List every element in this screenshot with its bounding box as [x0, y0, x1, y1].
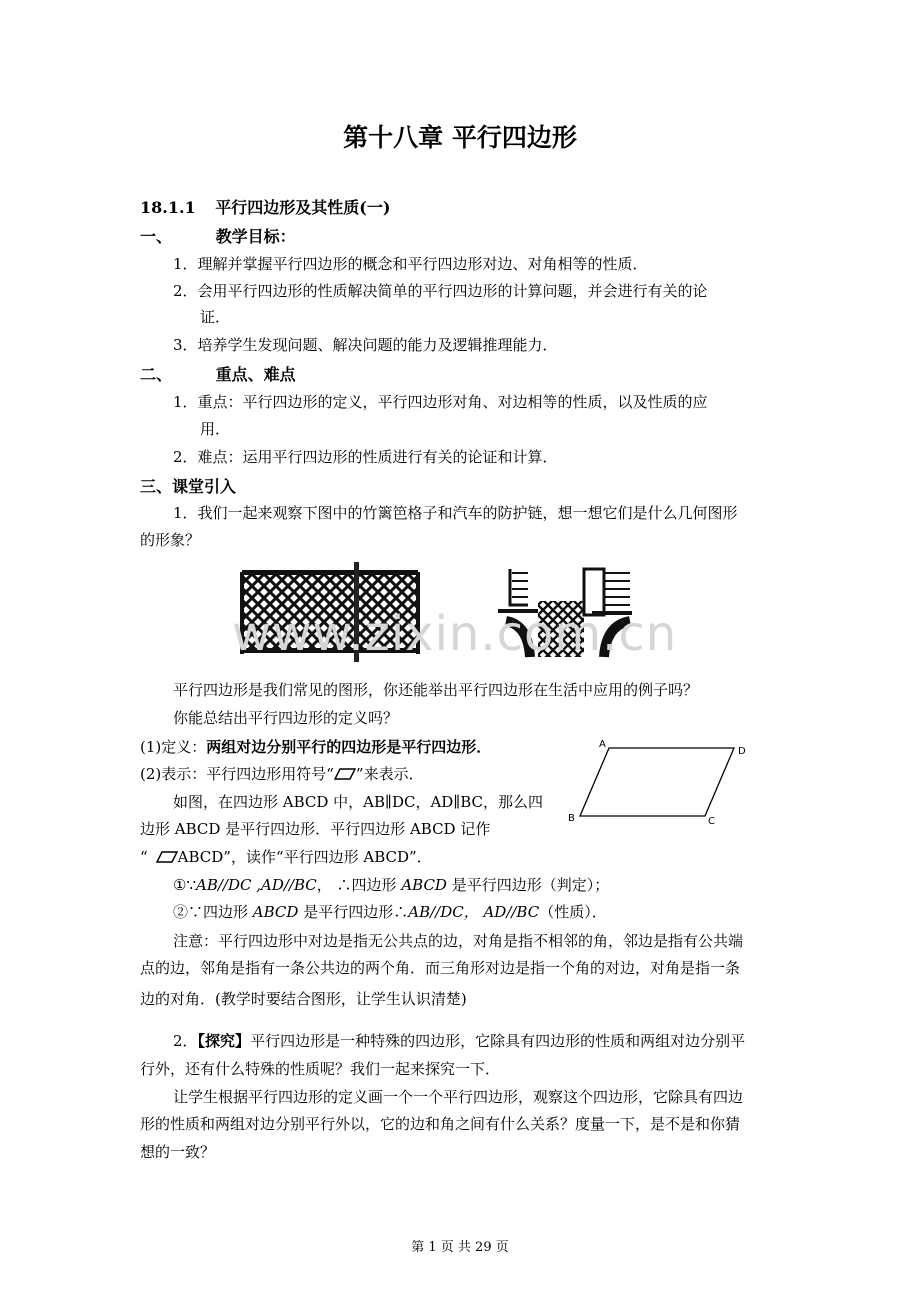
vertex-label-c: C [708, 816, 715, 827]
part2-heading-text: 重点、难点 [215, 365, 296, 384]
list-item: 证． [200, 308, 231, 326]
vertex-label-d: D [738, 746, 746, 757]
part1-heading-num: 一、 [140, 227, 173, 246]
explore-line [173, 1030, 745, 1051]
definition-text: 两组对边分别平行的四边形是平行四边形． [206, 738, 492, 756]
explore-line: 形的性质和两组对边分别平行外以，它的边和角之间有什么关系？度量一下，是不是和你猜 [140, 1115, 741, 1133]
list-item: 3．培养学生发现问题、解决问题的能力及逻辑推理能力． [173, 336, 558, 354]
list-item: 2．会用平行四边形的性质解决简单的平行四边形的计算问题，并会进行有关的论 [173, 282, 708, 300]
conclusion-text: （性质）． [539, 903, 607, 921]
condition-expression: AB//DC， AD//BC [408, 903, 540, 921]
part1-heading-text: 教学目标： [215, 227, 296, 246]
paragraph-line: 边形 ABCD 是平行四边形．平行四边形 ABCD 记作 [140, 820, 491, 838]
page-title: 第十八章 平行四边形 [343, 123, 577, 152]
vertex-label-b: B [568, 813, 575, 824]
shape-name: ABCD [401, 876, 447, 894]
list-item: 1．重点：平行四边形的定义，平行四边形对角、对边相等的性质，以及性质的应 [173, 393, 708, 411]
note-line: 点的边，邻角是指有一条公共边的两个角．而三角形对边是指一个角的对边，对角是指一条 [140, 959, 741, 977]
section-number: 18.1.1 [140, 198, 196, 217]
because-text: ②∵四边形 [173, 903, 249, 921]
part2-heading-num: 二、 [140, 365, 173, 384]
notation-text: ABCD”，读作“平行四边形 ABCD”． [177, 848, 432, 866]
paragraph-line: 平行四边形是我们常见的图形，你还能举出平行四边形在生活中应用的例子吗？ [173, 681, 699, 699]
note-line: 注意：平行四边形中对边是指无公共点的边，对角是指不相邻的角，邻边是指有公共端 [173, 932, 744, 950]
explore-text: 平行四边形是一种特殊的四边形，它除具有四边形的性质和两组对边分别平 [250, 1032, 746, 1050]
parallelogram-figure [562, 735, 752, 827]
definition-line [140, 736, 491, 757]
condition-line-2 [173, 901, 607, 922]
therefore-text: 是平行四边形∴ [303, 903, 409, 921]
paragraph-line: 你能总结出平行四边形的定义吗？ [173, 709, 399, 727]
shape-name: ABCD [252, 903, 299, 921]
list-item: 用． [200, 420, 231, 438]
watermark: www.zixin.com.cn [232, 606, 678, 662]
because-symbol: ①∵ [173, 876, 196, 894]
note-line: 边的对角．(教学时要结合图形，让学生认识清楚) [140, 990, 467, 1008]
quote-open: “ [140, 848, 148, 866]
paragraph-line: 1．我们一起来观察下图中的竹篱笆格子和汽车的防护链，想一想它们是什么几何图形 [173, 504, 738, 522]
parallelogram-symbol-icon [334, 768, 356, 780]
definition-label: (1)定义： [140, 738, 207, 756]
part2-heading [140, 362, 296, 385]
section-name: 平行四边形及其性质(一) [215, 198, 391, 217]
page-footer: 第 1 页 共 29 页 [411, 1240, 509, 1255]
condition-expression: AB//DC ,AD//BC [196, 876, 317, 894]
explore-number: 2． [173, 1032, 198, 1050]
paragraph-line [140, 846, 432, 867]
representation-prefix: (2)表示：平行四边形用符号“ [140, 765, 334, 783]
conclusion-text: 是平行四边形（判定）； [451, 876, 610, 894]
section-heading [140, 195, 390, 218]
therefore-text: ， ∴四边形 [316, 876, 397, 894]
condition-line-1 [173, 874, 609, 895]
vertex-label-a: A [599, 739, 606, 750]
paragraph-line: 如图，在四边形 ABCD 中，AB∥DC，AD∥BC，那么四 [173, 793, 544, 811]
explore-tag: 【探究】 [197, 1032, 251, 1050]
part3-heading: 三、课堂引入 [140, 477, 237, 496]
list-item: 2．难点：运用平行四边形的性质进行有关的论证和计算． [173, 448, 558, 466]
explore-line: 想的一致？ [140, 1143, 216, 1161]
representation-suffix: ”来表示． [355, 765, 424, 783]
part1-heading [140, 224, 296, 247]
list-item: 1．理解并掌握平行四边形的概念和平行四边形对边、对角相等的性质． [173, 255, 648, 273]
explore-line: 行外，还有什么特殊的性质呢？我们一起来探究一下． [140, 1060, 501, 1078]
parallelogram-symbol-icon [156, 851, 178, 863]
paragraph-line: 的形象？ [140, 531, 201, 549]
representation-line [140, 763, 424, 784]
explore-line: 让学生根据平行四边形的定义画一个一个平行四边形，观察这个四边形，它除具有四边 [173, 1088, 744, 1106]
